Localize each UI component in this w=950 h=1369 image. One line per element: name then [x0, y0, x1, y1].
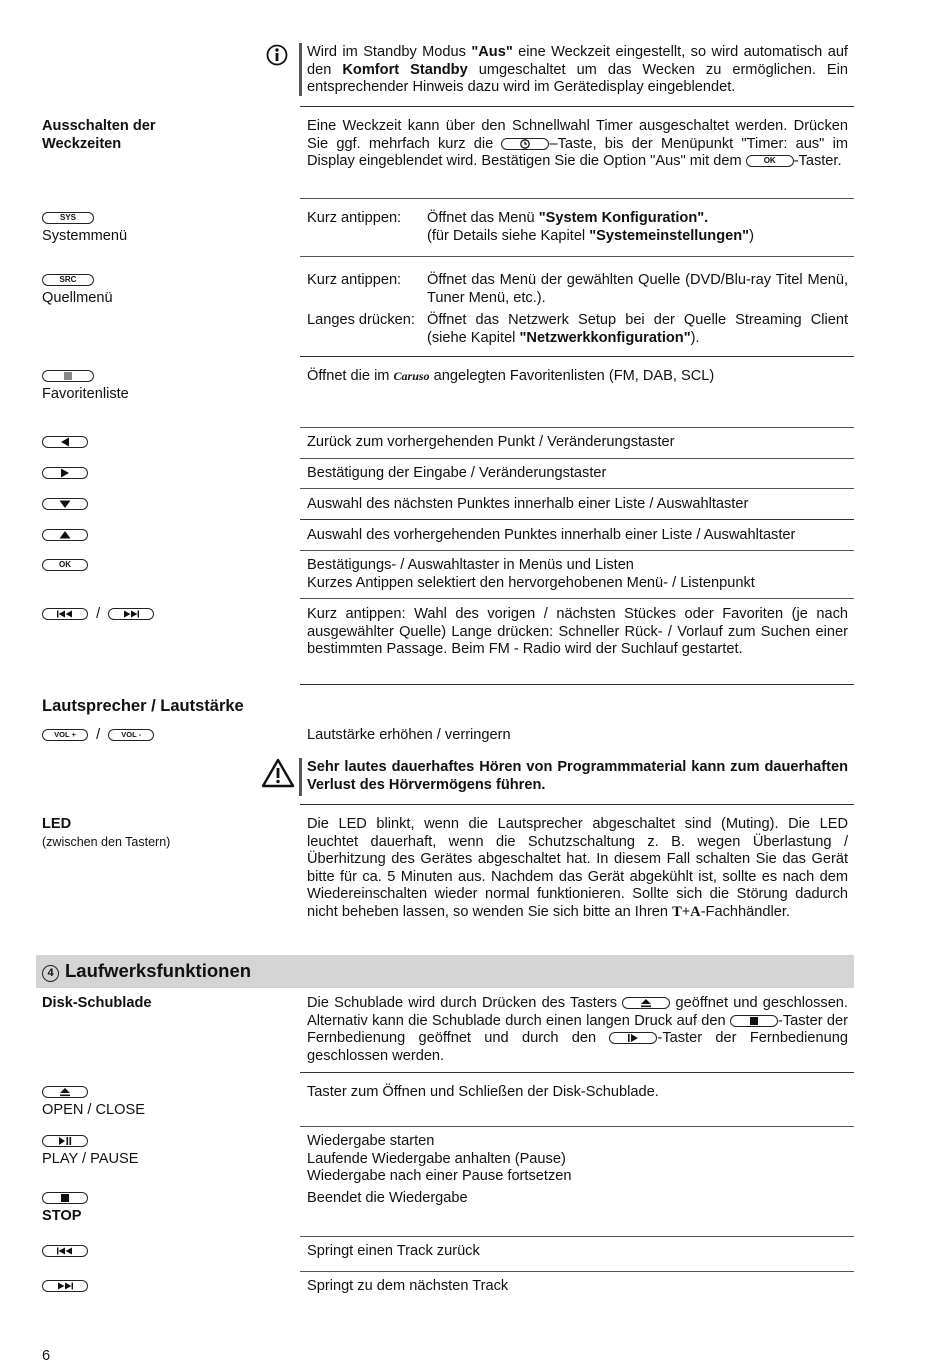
ok-key-block — [42, 557, 272, 575]
left-key-block — [42, 434, 272, 452]
page-number: 6 — [42, 1348, 51, 1364]
skip-back-key — [42, 608, 88, 620]
right-arrow-key — [42, 467, 88, 479]
src-key: SRC — [42, 274, 94, 286]
section-number: 4 — [42, 965, 59, 982]
right-key-block — [42, 465, 272, 483]
next-text: Springt zu dem nächsten Track — [307, 1278, 509, 1294]
open-close-block — [42, 1084, 272, 1119]
info-icon — [266, 44, 288, 72]
sys-key-block — [42, 210, 272, 245]
divider — [300, 356, 854, 357]
vol-up-key: VOL + — [42, 729, 88, 741]
down-key-block — [42, 496, 272, 514]
divider — [300, 488, 854, 489]
divider — [300, 1271, 854, 1272]
list-key — [42, 370, 94, 382]
play-pause-key — [42, 1135, 88, 1147]
play-pause-text: Wiedergabe starten Laufende Wiedergabe anhalten (Pause) Wiedergabe nach einer Pause fortsetzen — [307, 1133, 572, 1184]
nav-text-down: Auswahl des nächsten Punktes innerhalb einer Liste / Auswahltaster — [307, 496, 749, 512]
sys-key: SYS — [42, 212, 94, 224]
warning-icon — [261, 758, 295, 794]
play-key-inline — [609, 1032, 657, 1044]
led-label: LED — [42, 816, 72, 832]
sys-text: Kurz antippen: Öffnet das Menü "System Konfiguration". (für Details siehe Kapitel "Systemeinstellungen") — [307, 210, 754, 244]
sys-label: Systemmenü — [42, 227, 128, 244]
nav-text-right: Bestätigung der Eingabe / Veränderungstaster — [307, 465, 607, 481]
down-arrow-key — [42, 498, 88, 510]
divider — [300, 550, 854, 551]
fav-key-block — [42, 368, 272, 403]
slash: / — [96, 606, 101, 622]
warning-text: Sehr lautes dauerhaftes Hören von Programmmaterial kann zum dauerhaften Verlust des Hörvermögens führen. — [307, 759, 848, 793]
prev-track-key — [42, 1245, 88, 1257]
volume-key-block — [42, 727, 272, 745]
warning-bar — [299, 758, 302, 796]
src-label: Quellmenü — [42, 289, 113, 306]
open-close-text: Taster zum Öffnen und Schließen der Disk-Schublade. — [307, 1084, 659, 1100]
skip-text: Kurz antippen: Wahl des vorigen / nächsten Stückes oder Favoriten (je nach ausgewählter Quelle) Lange drücken: Schneller Rück- / Vorlauf zum Suchen einer bestimmten Passage. Beim FM - Radio wird der Suchlauf gestartet. — [307, 606, 848, 657]
volume-heading: Lautsprecher / Lautstärke — [42, 697, 244, 715]
play-pause-block — [42, 1133, 272, 1168]
divider — [300, 1236, 854, 1237]
divider — [300, 458, 854, 459]
play-pause-label: PLAY / PAUSE — [42, 1150, 139, 1167]
up-key-block — [42, 527, 272, 545]
caruso-logo: Caruso — [393, 369, 430, 383]
vol-down-key: VOL - — [108, 729, 154, 741]
section-title: 4 Laufwerksfunktionen — [42, 960, 251, 982]
eject-key — [42, 1086, 88, 1098]
divider — [300, 804, 854, 805]
timer-key — [501, 138, 549, 150]
note-bar — [299, 43, 302, 96]
divider — [300, 106, 854, 107]
up-arrow-key — [42, 529, 88, 541]
info-note: Wird im Standby Modus "Aus" eine Weckzeit eingestellt, so wird automatisch auf den Komfort Standby umgeschaltet um das Wecken zu ermöglichen. Ein entsprechender Hinweis dazu wird im Gerätedisplay eingeblendet. — [307, 44, 848, 95]
ok-key: OK — [42, 559, 88, 571]
left-arrow-key — [42, 436, 88, 448]
ta-logo: T+A — [672, 903, 701, 920]
prev-text: Springt einen Track zurück — [307, 1243, 480, 1259]
src-text: Kurz antippen: Öffnet das Menü der gewählten Quelle (DVD/Blu-ray Titel Menü, Tuner Menü, etc.). Langes drücken: Öffnet das Netzwerk Setup bei der Quelle Streaming Client (siehe Kapitel "Netzwerkkonfiguration"). — [307, 272, 848, 346]
skip-forward-key — [108, 608, 154, 620]
led-label-block — [42, 816, 272, 851]
nav-text-left: Zurück zum vorhergehenden Punkt / Veränderungstaster — [307, 434, 675, 450]
divider — [300, 256, 854, 257]
stop-key — [42, 1192, 88, 1204]
eject-key-inline — [622, 997, 670, 1009]
next-track-key — [42, 1280, 88, 1292]
open-close-label: OPEN / CLOSE — [42, 1101, 145, 1118]
nav-text-up: Auswahl des vorhergehenden Punktes innerhalb einer Liste / Auswahltaster — [307, 527, 796, 543]
prev-block — [42, 1243, 272, 1261]
fav-text: Öffnet die im Caruso angelegten Favoritenlisten (FM, DAB, SCL) — [307, 368, 715, 384]
stop-block — [42, 1190, 272, 1225]
divider — [300, 427, 854, 428]
led-text: Die LED blinkt, wenn die Lautsprecher abgeschaltet sind (Muting). Die LED leuchtet dauerhaft, wenn die Schutzschaltung z. B. wegen Überlastung / Überhitzung des Gerätes abgeschaltet hat. In diesem Fall schalten Sie das Gerät bitte für ca. 5 Minuten aus. Nachdem das Gerät abgekühlt ist, sollte es nach dem Wiedereinschalten wieder normal funktionieren. Sollte sich die Störung dadurch nicht beheben lassen, so wenden Sie sich bitte an Ihren T+A-Fachhändler. — [307, 816, 848, 920]
divider — [300, 198, 854, 199]
ok-text: Bestätigungs- / Auswahltaster in Menüs und Listen Kurzes Antippen selektiert den hervorgehobenen Menü- / Listenpunkt — [307, 557, 755, 591]
src-key-block — [42, 272, 272, 307]
slash: / — [96, 727, 101, 743]
next-block — [42, 1278, 272, 1296]
fav-label: Favoritenliste — [42, 385, 129, 402]
stop-key-inline — [730, 1015, 778, 1027]
divider — [300, 684, 854, 685]
tray-label: Disk-Schublade — [42, 995, 152, 1011]
volume-text: Lautstärke erhöhen / verringern — [307, 727, 511, 743]
stop-label: STOP — [42, 1207, 82, 1224]
divider — [300, 598, 854, 599]
tray-text: Die Schublade wird durch Drücken des Tasters geöffnet und geschlossen. Alternativ kann die Schublade durch einen langen Druck auf den -Taster der Fernbedienung geöffnet und durch den -Taster der Fernbedienung geschlossen werden. — [307, 995, 849, 1064]
divider — [300, 1072, 854, 1073]
ok-key-inline: OK — [746, 155, 794, 167]
stop-text: Beendet die Wiedergabe — [307, 1190, 468, 1206]
alarm-off-text: Eine Weckzeit kann über den Schnellwahl Timer ausgeschaltet werden. Drücken Sie ggf. mehrfach kurz die –Taste, bis der Menüpunkt "Timer: aus" im Display eingeblendet wird. Bestätigen Sie die Option "Aus" mit dem OK -Taster. — [307, 118, 848, 169]
divider — [300, 519, 854, 520]
skip-key-block — [42, 606, 272, 624]
led-sublabel: (zwischen den Tastern) — [42, 834, 171, 849]
alarm-off-label: Ausschalten der Weckzeiten — [42, 118, 156, 152]
divider — [300, 1126, 854, 1127]
